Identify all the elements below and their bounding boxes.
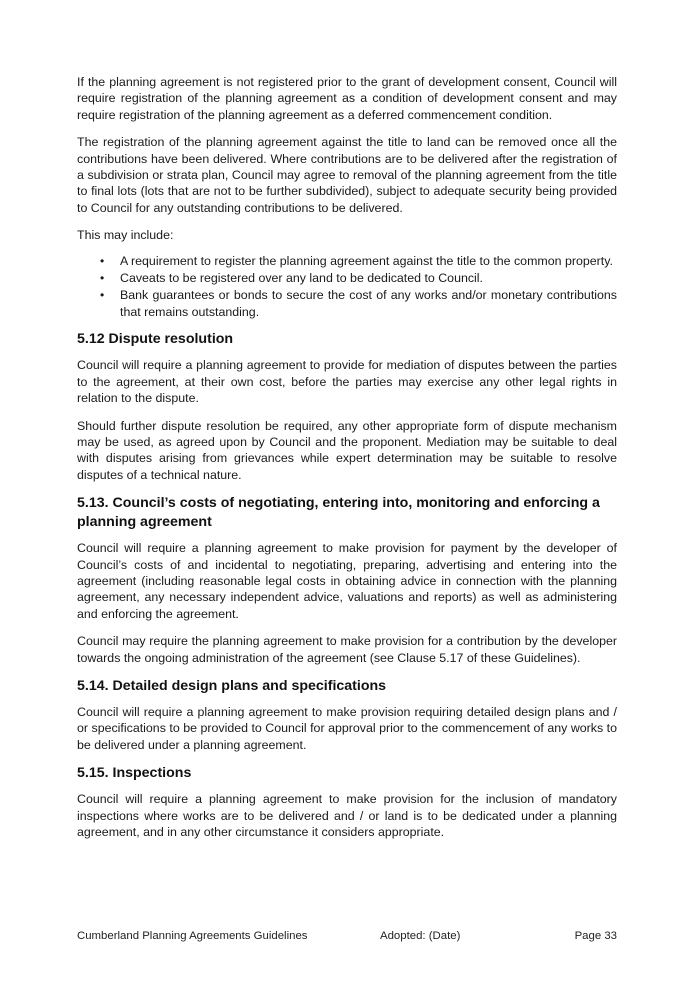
bullet-item (100, 270, 617, 286)
paragraph-registration-removal: The registration of the planning agreement against the title to land can be removed once all the contributions have been delivered. Where contributions are to be delivered after the registration of a subdivision or strata plan, Council may agree to removal of the planning agreement from the title to final lots (lots that are not to be further subdivided), subject to adequate security being provided to Council for any outstanding contributions to be delivered. (77, 135, 617, 215)
paragraph-may-include: This may include: (77, 228, 174, 243)
section-heading-dispute-resolution: 5.12 Dispute resolution (77, 331, 234, 348)
footer-document-title: Cumberland Planning Agreements Guidelines (77, 930, 308, 942)
footer-adopted-date: Adopted: (Date) (380, 930, 461, 942)
bullet-icon: • (100, 271, 105, 286)
paragraph-design-plans: Council will require a planning agreement to make provision requiring detailed design plans and / or specifications to be provided to Council for approval prior to the commencement of any works to be delivered under a planning agreement. (77, 704, 617, 752)
bullet-text: A requirement to register the planning agreement against the title to the common property. (120, 253, 613, 268)
document-page (77, 74, 617, 851)
page-footer (77, 928, 617, 944)
bullet-text: Bank guarantees or bonds to secure the cost of any works and/or monetary contributions that remains outstanding. (120, 288, 617, 319)
paragraph-inspections: Council will require a planning agreement to make provision for the inclusion of mandatory inspections where works are to be delivered and / or land is to be dedicated under a planning agreement, and in any other circumstance it considers appropriate. (77, 792, 617, 839)
paragraph-ongoing-administration: Council may require the planning agreement to make provision for a contribution by the developer towards the ongoing administration of the agreement (see Clause 5.17 of these Guidelines). (77, 634, 617, 665)
section-heading-design-plans: 5.14. Detailed design plans and specifications (77, 677, 387, 694)
bullet-text: Caveats to be registered over any land to be dedicated to Council. (120, 271, 483, 286)
paragraph-mediation: Council will require a planning agreement to provide for mediation of disputes between the parties to the agreement, at their own cost, before the parties may exercise any other legal rights in relation to the dispute. (77, 358, 617, 406)
paragraph-registration-condition: If the planning agreement is not registered prior to the grant of development consent, Council will require registration of the planning agreement as a condition of development consent and may require registration of the planning agreement as a deferred commencement condition. (77, 75, 617, 122)
bullet-item (100, 287, 617, 320)
bullet-icon: • (100, 253, 105, 268)
security-bullet-list (77, 253, 617, 321)
section-heading-council-costs: 5.13. Council’s costs of negotiating, entering into, monitoring and enforcing a planning agreement (77, 495, 600, 531)
paragraph-costs-payment: Council will require a planning agreement to make provision for payment by the developer of Council’s costs of and incidental to negotiating, preparing, advertising and entering into the agreement (including reasonable legal costs in obtaining advice in connection with the planning agreement, any necessary independent advice, valuations and reports) as well as administering and enforcing the agreement. (77, 541, 617, 621)
footer-page-number: Page 33 (574, 930, 617, 942)
bullet-item (100, 253, 617, 269)
section-heading-inspections: 5.15. Inspections (77, 765, 192, 782)
bullet-icon: • (100, 288, 105, 303)
paragraph-further-dispute: Should further dispute resolution be required, any other appropriate form of dispute mechanism may be used, as agreed upon by Council and the proponent. Mediation may be suitable to deal with disputes arising from grievances while expert determination may be suitable to resolve disputes of a technical nature. (77, 418, 617, 482)
